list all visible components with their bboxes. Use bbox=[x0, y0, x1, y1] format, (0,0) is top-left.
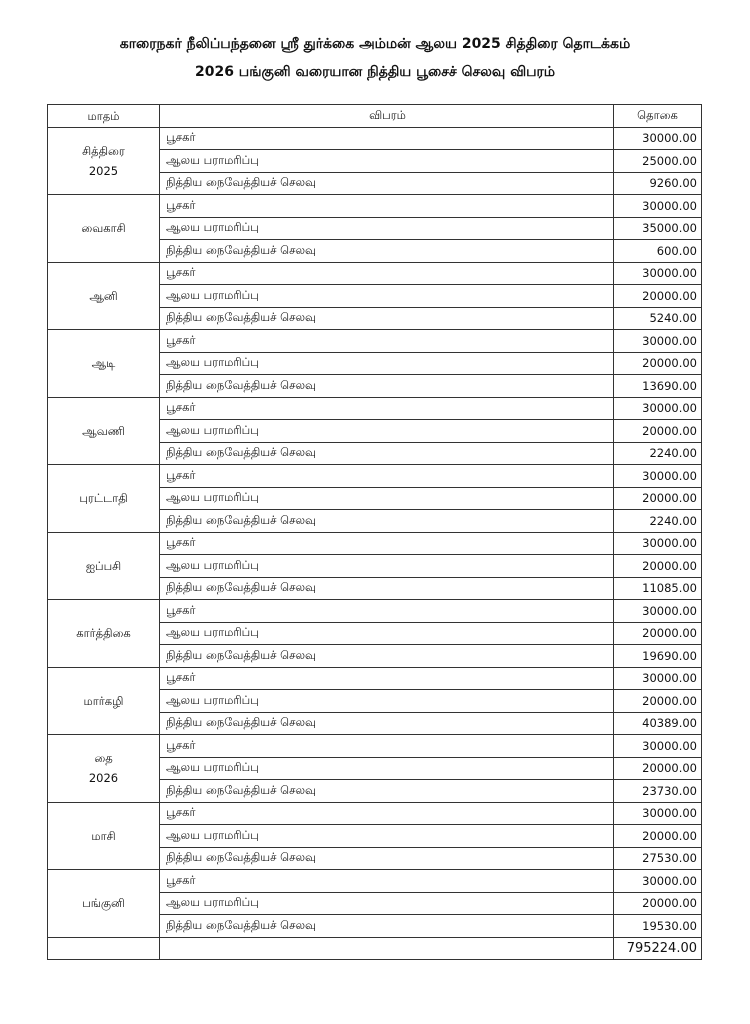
expense-item: ஆலய பராமரிப்பு bbox=[160, 285, 614, 308]
table-row bbox=[48, 195, 702, 218]
expense-amount: 2240.00 bbox=[614, 510, 702, 533]
total-detail-cell bbox=[160, 937, 614, 960]
expense-amount: 20000.00 bbox=[614, 487, 702, 510]
expense-item: பூசகர் bbox=[160, 600, 614, 623]
expense-item: ஆலய பராமரிப்பு bbox=[160, 487, 614, 510]
month-year: 2025 bbox=[88, 163, 119, 178]
table-row bbox=[48, 397, 702, 420]
expense-item: ஆலய பராமரிப்பு bbox=[160, 420, 614, 443]
expense-item: பூசகர் bbox=[160, 667, 614, 690]
table-row bbox=[48, 465, 702, 488]
expense-item: ஆலய பராமரிப்பு bbox=[160, 622, 614, 645]
expense-amount: 30000.00 bbox=[614, 600, 702, 623]
expense-amount: 20000.00 bbox=[614, 892, 702, 915]
table-row bbox=[48, 127, 702, 150]
expense-amount: 23730.00 bbox=[614, 780, 702, 803]
expense-item: நித்திய நைவேத்தியச் செலவு bbox=[160, 577, 614, 600]
expense-item: பூசகர் bbox=[160, 262, 614, 285]
expense-item: ஆலய பராமரிப்பு bbox=[160, 555, 614, 578]
title-line-2: 2026 பங்குனி வரையான நித்திய பூசைச் செலவு விபரம் bbox=[194, 64, 556, 80]
table-row bbox=[48, 802, 702, 825]
month-cell bbox=[48, 802, 160, 870]
month-name: ஐப்பசி bbox=[85, 558, 122, 573]
header-amount: தொகை bbox=[614, 105, 702, 128]
expense-amount: 30000.00 bbox=[614, 802, 702, 825]
expense-item: ஆலய பராமரிப்பு bbox=[160, 150, 614, 173]
expense-amount: 20000.00 bbox=[614, 285, 702, 308]
table-row bbox=[48, 600, 702, 623]
month-cell bbox=[48, 870, 160, 938]
total-row bbox=[48, 937, 702, 960]
expense-amount: 25000.00 bbox=[614, 150, 702, 173]
expense-amount: 2240.00 bbox=[614, 442, 702, 465]
month-cell bbox=[48, 465, 160, 533]
expense-amount: 13690.00 bbox=[614, 375, 702, 398]
month-cell bbox=[48, 262, 160, 330]
month-name: கார்த்திகை bbox=[76, 626, 131, 641]
expense-item: பூசகர் bbox=[160, 195, 614, 218]
expense-amount: 20000.00 bbox=[614, 690, 702, 713]
month-cell bbox=[48, 735, 160, 803]
expense-item: நித்திய நைவேத்தியச் செலவு bbox=[160, 780, 614, 803]
expense-item: நித்திய நைவேத்தியச் செலவு bbox=[160, 915, 614, 938]
month-cell bbox=[48, 532, 160, 600]
month-year: 2026 bbox=[88, 771, 119, 786]
expense-item: நித்திய நைவேத்தியச் செலவு bbox=[160, 307, 614, 330]
expense-item: ஆலய பராமரிப்பு bbox=[160, 352, 614, 375]
month-name: ஆவணி bbox=[82, 423, 125, 438]
expense-amount: 19690.00 bbox=[614, 645, 702, 668]
expense-amount: 30000.00 bbox=[614, 870, 702, 893]
document-title bbox=[20, 30, 730, 86]
expense-item: நித்திய நைவேத்தியச் செலவு bbox=[160, 645, 614, 668]
month-name: சித்திரை bbox=[82, 143, 125, 158]
month-cell bbox=[48, 667, 160, 735]
expense-item: பூசகர் bbox=[160, 735, 614, 758]
expense-amount: 30000.00 bbox=[614, 735, 702, 758]
month-name: ஆடி bbox=[91, 356, 116, 371]
expense-amount: 20000.00 bbox=[614, 352, 702, 375]
month-cell bbox=[48, 397, 160, 465]
expense-amount: 30000.00 bbox=[614, 127, 702, 150]
month-cell bbox=[48, 195, 160, 263]
month-name: வைகாசி bbox=[81, 221, 126, 236]
expense-amount: 30000.00 bbox=[614, 667, 702, 690]
table-body bbox=[48, 127, 702, 937]
expense-item: பூசகர் bbox=[160, 127, 614, 150]
expense-amount: 20000.00 bbox=[614, 622, 702, 645]
header-detail: விபரம் bbox=[160, 105, 614, 128]
month-name: புரட்டாதி bbox=[79, 491, 128, 506]
expense-item: நித்திய நைவேத்தியச் செலவு bbox=[160, 375, 614, 398]
expense-item: ஆலய பராமரிப்பு bbox=[160, 892, 614, 915]
expense-item: நித்திய நைவேத்தியச் செலவு bbox=[160, 240, 614, 263]
table-row bbox=[48, 330, 702, 353]
expense-amount: 20000.00 bbox=[614, 555, 702, 578]
table-row bbox=[48, 735, 702, 758]
total-amount: 795224.00 bbox=[614, 937, 702, 960]
expense-item: ஆலய பராமரிப்பு bbox=[160, 757, 614, 780]
expense-amount: 35000.00 bbox=[614, 217, 702, 240]
expense-amount: 20000.00 bbox=[614, 757, 702, 780]
expense-item: நித்திய நைவேத்தியச் செலவு bbox=[160, 172, 614, 195]
expense-amount: 30000.00 bbox=[614, 465, 702, 488]
header-row bbox=[48, 105, 702, 128]
expense-item: ஆலய பராமரிப்பு bbox=[160, 825, 614, 848]
expense-item: நித்திய நைவேத்தியச் செலவு bbox=[160, 847, 614, 870]
expense-amount: 5240.00 bbox=[614, 307, 702, 330]
expense-item: பூசகர் bbox=[160, 330, 614, 353]
expense-item: ஆலய பராமரிப்பு bbox=[160, 690, 614, 713]
expense-item: ஆலய பராமரிப்பு bbox=[160, 217, 614, 240]
month-cell bbox=[48, 600, 160, 668]
expense-amount: 30000.00 bbox=[614, 330, 702, 353]
expense-amount: 11085.00 bbox=[614, 577, 702, 600]
expense-item: நித்திய நைவேத்தியச் செலவு bbox=[160, 510, 614, 533]
month-name: ஆனி bbox=[89, 288, 118, 303]
table-row bbox=[48, 532, 702, 555]
expense-amount: 30000.00 bbox=[614, 397, 702, 420]
total-month-cell bbox=[48, 937, 160, 960]
header-month: மாதம் bbox=[48, 105, 160, 128]
month-cell bbox=[48, 330, 160, 398]
expense-item: பூசகர் bbox=[160, 465, 614, 488]
expense-item: பூசகர் bbox=[160, 870, 614, 893]
expense-amount: 600.00 bbox=[614, 240, 702, 263]
table-row bbox=[48, 870, 702, 893]
expense-amount: 20000.00 bbox=[614, 420, 702, 443]
month-name: மாசி bbox=[91, 828, 116, 843]
table-row bbox=[48, 667, 702, 690]
expense-table bbox=[47, 104, 702, 960]
expense-amount: 30000.00 bbox=[614, 195, 702, 218]
expense-item: பூசகர் bbox=[160, 397, 614, 420]
expense-item: பூசகர் bbox=[160, 802, 614, 825]
month-name: மார்கழி bbox=[83, 693, 124, 708]
expense-amount: 27530.00 bbox=[614, 847, 702, 870]
month-name: பங்குனி bbox=[82, 896, 125, 911]
expense-item: நித்திய நைவேத்தியச் செலவு bbox=[160, 442, 614, 465]
expense-item: நித்திய நைவேத்தியச் செலவு bbox=[160, 712, 614, 735]
expense-amount: 40389.00 bbox=[614, 712, 702, 735]
month-name: தை bbox=[94, 751, 113, 766]
expense-item: பூசகர் bbox=[160, 532, 614, 555]
month-cell bbox=[48, 127, 160, 195]
expense-amount: 19530.00 bbox=[614, 915, 702, 938]
expense-amount: 30000.00 bbox=[614, 532, 702, 555]
expense-amount: 20000.00 bbox=[614, 825, 702, 848]
table-row bbox=[48, 262, 702, 285]
title-line-1: காரைநகர் நீலிப்பந்தனை ஸ்ரீ துர்க்கை அம்மன் ஆலய 2025 சித்திரை தொடக்கம் bbox=[119, 36, 631, 52]
expense-amount: 30000.00 bbox=[614, 262, 702, 285]
expense-amount: 9260.00 bbox=[614, 172, 702, 195]
